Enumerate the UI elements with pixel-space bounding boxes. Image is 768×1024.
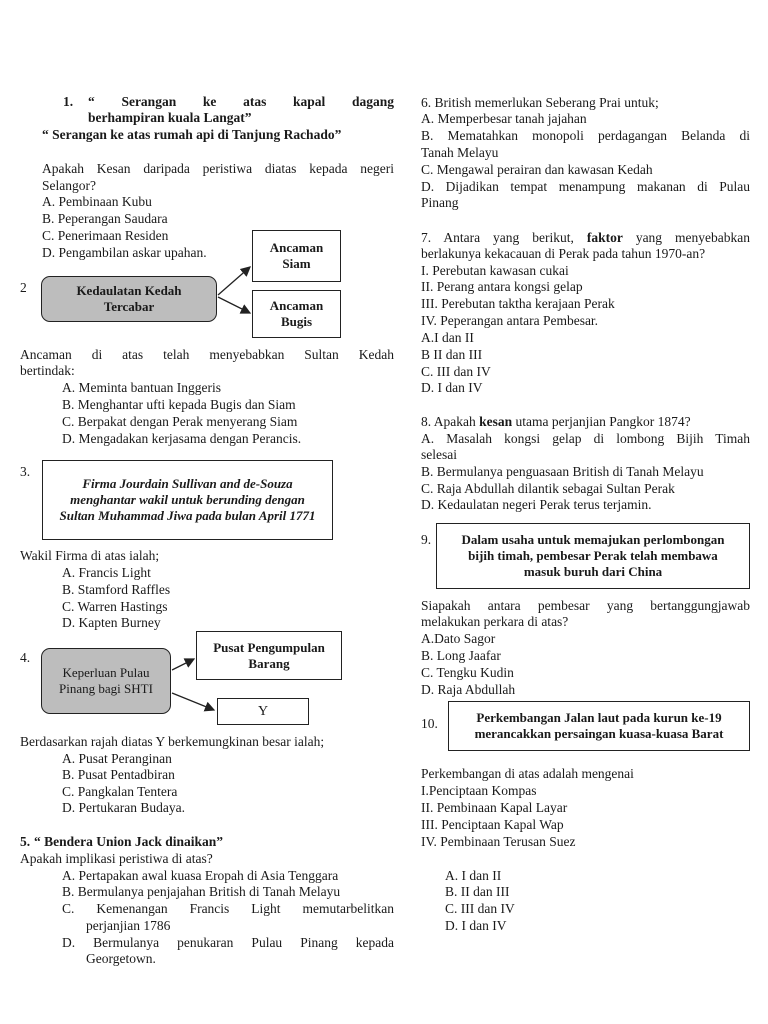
q4-option-c: C. Pangkalan Tentera [62, 784, 178, 799]
q7-option-c: C. III dan IV [421, 364, 491, 379]
q7-statement-2: II. Perang antara kongsi gelap [421, 279, 583, 294]
q4-option-a: A. Pusat Peranginan [62, 751, 172, 766]
q8-post: utama perjanjian Pangkor 1874? [512, 414, 691, 429]
q4-question: Berdasarkan rajah diatas Y berkemungkinan besar ialah; [20, 734, 325, 749]
q9-question-line1: Siapakah antara pembesar yang bertanggungjawab [421, 598, 750, 613]
q3-option-d: D. Kapten Burney [62, 615, 161, 630]
q5-number: 5. [20, 834, 31, 849]
q2-option-c: C. Berpakat dengan Perak menyerang Siam [62, 414, 298, 429]
q2-box-top-text: Ancaman Siam [269, 240, 324, 271]
q10-statement-1: I.Penciptaan Kompas [421, 783, 537, 798]
q7-statement-1: I. Perebutan kawasan cukai [421, 263, 569, 278]
q7-statement-3: III. Perebutan taktha kerajaan Perak [421, 296, 615, 311]
q10-option-c: C. III dan IV [445, 901, 515, 916]
q8-bold-kesan: kesan [479, 414, 513, 429]
q1-quote1-line2: berhampiran kuala Langat” [88, 110, 252, 125]
q5-option-a: A. Pertapakan awal kuasa Eropah di Asia Tenggara [62, 868, 339, 883]
q5-question: Apakah implikasi peristiwa di atas? [20, 851, 213, 866]
q7-option-b: B II dan III [421, 347, 483, 362]
q4-number: 4. [20, 650, 31, 665]
q7-post: yang menyebabkan [622, 230, 750, 245]
q2-option-a: A. Meminta bantuan Inggeris [62, 380, 221, 395]
q5-option-d-line1: D. Bermulanya penukaran Pulau Pinang kepada [62, 935, 394, 950]
q2-arrow-to-bugis [218, 297, 250, 313]
q7-option-a: A.I dan II [421, 330, 474, 345]
q6-option-b-line2: Tanah Melayu [421, 145, 499, 160]
q8-pre: 8. Apakah [421, 414, 480, 429]
q7-option-d: D. I dan IV [421, 380, 483, 395]
q3-option-c: C. Warren Hastings [62, 599, 168, 614]
q1-option-b: B. Peperangan Saudara [42, 211, 168, 226]
q2-option-b: B. Menghantar ufti kepada Bugis dan Siam [62, 397, 296, 412]
q1-question-line1: Apakah Kesan daripada peristiwa diatas kepada negeri [42, 161, 394, 176]
q9-option-a: A.Dato Sagor [421, 631, 496, 646]
q6-option-c: C. Mengawal perairan dan kawasan Kedah [421, 162, 653, 177]
q10-question: Perkembangan di atas adalah mengenai [421, 766, 634, 781]
q3-option-a: A. Francis Light [62, 565, 151, 580]
q2-number: 2 [20, 280, 27, 295]
q10-statement-2: II. Pembinaan Kapal Layar [421, 800, 568, 815]
q3-box-text: Firma Jourdain Sullivan and de-Souza menghantar wakil untuk berunding dengan Sultan Muhammad Jiwa pada bulan April 1771 [59, 476, 316, 523]
q9-option-c: C. Tengku Kudin [421, 665, 514, 680]
q1-question-line2: Selangor? [42, 178, 96, 193]
q8-option-b: B. Bermulanya penguasaan British di Tanah Melayu [421, 464, 704, 479]
q4-box-top-text: Pusat Pengumpulan Barang [213, 639, 325, 671]
q9-option-b: B. Long Jaafar [421, 648, 501, 663]
q10-option-b: B. II dan III [445, 884, 510, 899]
q8-option-c: C. Raja Abdullah dilantik sebagai Sultan Perak [421, 481, 675, 496]
q5-option-c-line1: C. Kemenangan Francis Light memutarbelitkan [62, 901, 394, 916]
q5-quote: “ Bendera Union Jack dinaikan” [34, 834, 224, 849]
q2-arrow-to-siam [218, 267, 250, 295]
q8-option-a-line2: selesai [421, 447, 457, 462]
q9-question-line2: melakukan perkara di atas? [421, 614, 569, 629]
q4-option-b: B. Pusat Pentadbiran [62, 767, 175, 782]
q6-option-d-line2: Pinang [421, 195, 459, 210]
q7-bold-faktor: faktor [586, 230, 623, 245]
q6-option-a: A. Memperbesar tanah jajahan [421, 111, 587, 126]
q1-quote2: “ Serangan ke atas rumah api di Tanjung Rachado” [42, 127, 342, 142]
q3-number: 3. [20, 464, 31, 479]
q2-center-box-text: Kedaulatan Kedah Tercabar [76, 283, 182, 314]
q1-option-d: D. Pengambilan askar upahan. [42, 245, 207, 260]
q10-number: 10. [421, 716, 438, 731]
q4-center-box-text: Keperluan Pulau Pinang bagi SHTI [59, 665, 153, 696]
q4-arrow-to-y [172, 693, 214, 710]
q6-option-d-line1: D. Dijadikan tempat menampung makanan di Pulau [421, 179, 750, 194]
q5-option-d-line2: Georgetown. [86, 951, 156, 966]
q3-question: Wakil Firma di atas ialah; [20, 548, 160, 563]
q6-option-b-line1: B. Mematahkan monopoli perdagangan Belanda di [421, 128, 750, 143]
q4-box-bottom-text: Y [257, 703, 269, 719]
q5-option-b: B. Bermulanya penjajahan British di Tanah Melayu [62, 884, 341, 899]
q2-question-line1: Ancaman di atas telah menyebabkan Sultan Kedah [20, 347, 394, 362]
q4-arrow-to-pusat [172, 659, 194, 670]
q1-number: 1. [63, 94, 74, 109]
q10-box-text: Perkembangan Jalan laut pada kurun ke-19 merancakkan persaingan kuasa-kuasa Barat [474, 710, 724, 741]
q9-option-d: D. Raja Abdullah [421, 682, 516, 697]
q9-box-text: Dalam usaha untuk memajukan perlombongan bijih timah, pembesar Perak telah membawa masuk buruh dari China [461, 532, 725, 579]
q8-option-a-line1: A. Masalah kongsi gelap di lombong Bijih Timah [421, 431, 750, 446]
q2-option-d: D. Mengadakan kerjasama dengan Perancis. [62, 431, 302, 446]
q10-statement-3: III. Penciptaan Kapal Wap [421, 817, 564, 832]
q10-option-d: D. I dan IV [445, 918, 507, 933]
q7-statement-4: IV. Peperangan antara Pembesar. [421, 313, 599, 328]
q9-number: 9. [421, 532, 432, 547]
q7-question-line2: berlakunya kekacauan di Perak pada tahun 1970-an? [421, 246, 706, 261]
q8-option-d: D. Kedaulatan negeri Perak terus terjamin. [421, 497, 652, 512]
q2-box-bottom-text: Ancaman Bugis [269, 298, 324, 329]
q2-question-line2: bertindak: [20, 363, 75, 378]
q1-option-a: A. Pembinaan Kubu [42, 194, 152, 209]
q10-statement-4: IV. Pembinaan Terusan Suez [421, 834, 576, 849]
q6-question: 6. British memerlukan Seberang Prai untuk; [421, 95, 659, 110]
q5-option-c-line2: perjanjian 1786 [86, 918, 171, 933]
q10-option-a: A. I dan II [445, 868, 502, 883]
q1-option-c: C. Penerimaan Residen [42, 228, 169, 243]
q1-quote1-line1: “ Serangan ke atas kapal dagang [88, 94, 394, 109]
q7-pre: 7. Antara yang berikut, [421, 230, 587, 245]
q3-option-b: B. Stamford Raffles [62, 582, 171, 597]
q4-option-d: D. Pertukaran Budaya. [62, 800, 185, 815]
